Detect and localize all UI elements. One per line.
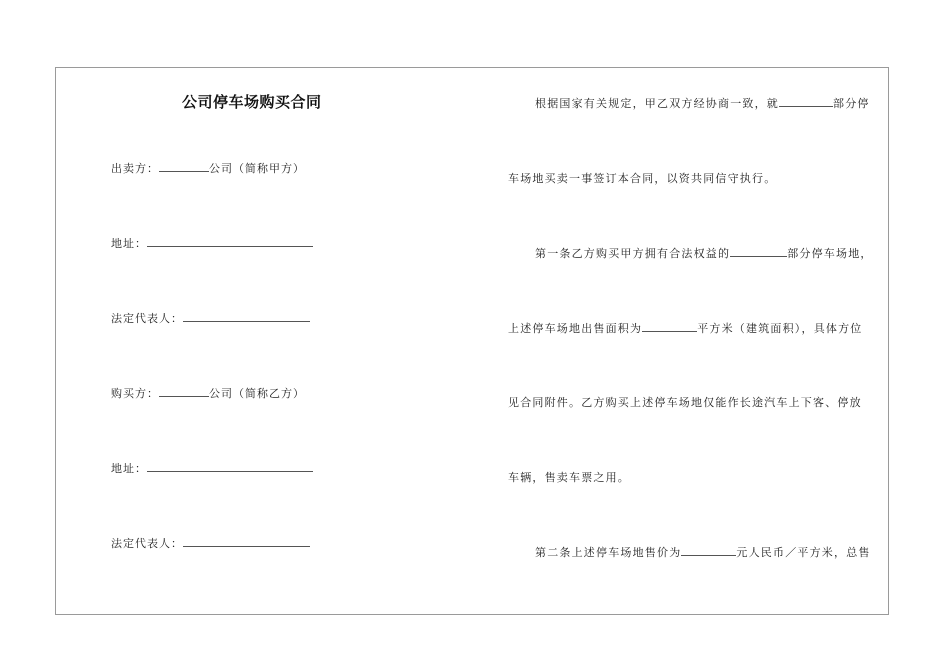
text-segment: 上述停车场地出售面积为 xyxy=(508,322,643,335)
buyer-legal-rep-blank xyxy=(183,536,310,547)
buyer-name-blank xyxy=(159,386,209,397)
seller-name-blank xyxy=(159,161,209,172)
document-title: 公司停车场购买合同 xyxy=(182,93,322,111)
text-segment: 根据国家有关规定，甲乙双方经协商一致，就 xyxy=(535,97,779,110)
text-segment: 第二条上述停车场地售价为 xyxy=(535,546,682,559)
buyer-address-blank xyxy=(147,461,313,472)
text-segment: 平方米（建筑面积），具体方位 xyxy=(697,322,863,335)
text-segment: 第一条乙方购买甲方拥有合法权益的 xyxy=(535,247,731,260)
paragraph-line: 车辆，售卖车票之用。 xyxy=(508,471,630,484)
legal-rep-label: 法定代表人： xyxy=(111,537,183,550)
seller-legal-rep-blank xyxy=(183,311,310,322)
legal-rep-label: 法定代表人： xyxy=(111,312,183,325)
seller-label: 出卖方： xyxy=(111,162,159,175)
seller-suffix: 公司（简称甲方） xyxy=(209,162,305,175)
text-segment: 部分停 xyxy=(833,97,870,110)
address-label: 地址： xyxy=(111,237,147,250)
paragraph-line xyxy=(535,95,870,111)
seller-address-blank xyxy=(147,236,313,247)
blank-line xyxy=(681,545,736,556)
buyer-label: 购买方： xyxy=(111,387,159,400)
paragraph-line: 见合同附件。乙方购买上述停车场地仅能作长途汽车上下客、停放 xyxy=(508,396,862,409)
buyer-suffix: 公司（简称乙方） xyxy=(209,387,305,400)
paragraph-line xyxy=(535,245,873,261)
blank-line xyxy=(730,246,787,257)
document-page xyxy=(55,67,889,615)
paragraph-line: 车场地买卖一事签订本合同，以资共同信守执行。 xyxy=(508,172,777,185)
paragraph-line xyxy=(535,544,871,560)
address-label: 地址： xyxy=(111,462,147,475)
buyer-legal-rep-field xyxy=(111,535,310,551)
seller-address-field xyxy=(111,235,313,251)
seller-field xyxy=(111,160,305,176)
blank-line xyxy=(642,321,697,332)
seller-legal-rep-field xyxy=(111,310,310,326)
paragraph-line xyxy=(508,320,863,336)
buyer-field xyxy=(111,385,305,401)
text-segment: 元人民币／平方米，总售 xyxy=(736,546,871,559)
buyer-address-field xyxy=(111,460,313,476)
text-segment: 部分停车场地， xyxy=(787,247,873,260)
blank-line xyxy=(779,96,833,107)
